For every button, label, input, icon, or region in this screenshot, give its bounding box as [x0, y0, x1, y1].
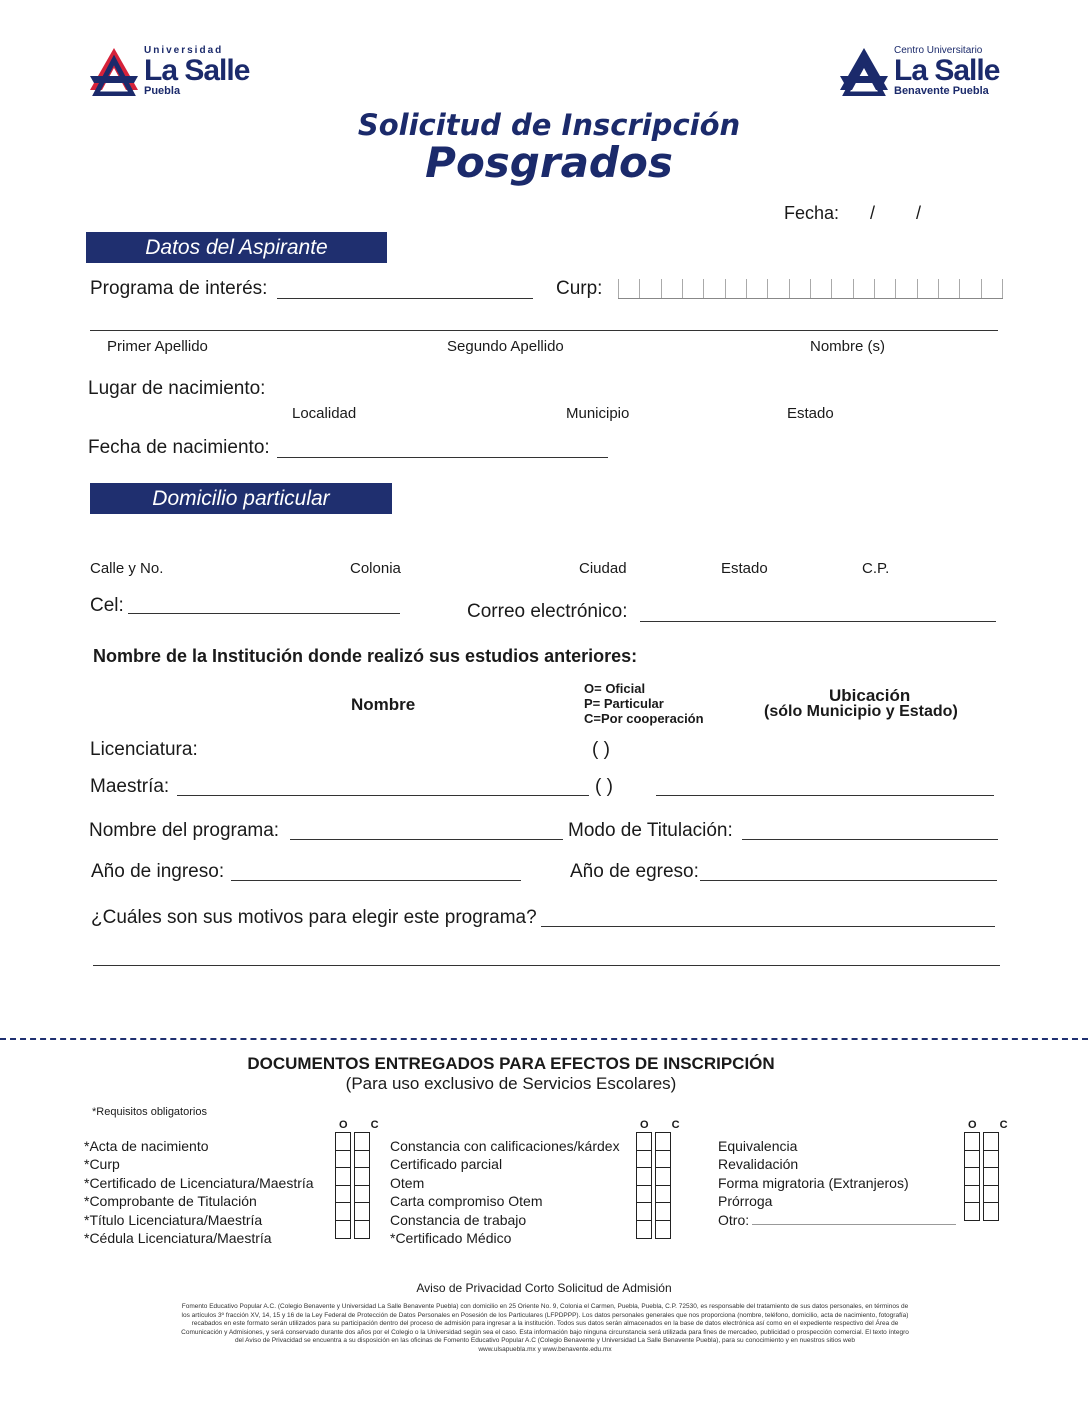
doc-item: Otro:: [718, 1211, 750, 1228]
domicilio-estado-label: Estado: [721, 560, 768, 577]
modo-titulacion-label: Modo de Titulación:: [568, 820, 733, 841]
documentos-col-1: [84, 1137, 314, 1247]
ubicacion-label: Ubicación: [829, 686, 911, 705]
doc-item: *Curp: [84, 1156, 120, 1173]
aviso-title: Aviso de Privacidad Corto Solicitud de Admisión: [416, 1281, 672, 1295]
legend-cooperacion: C=Por cooperación: [584, 711, 704, 726]
curp-field[interactable]: [618, 279, 1003, 299]
aviso-links[interactable]: www.ulsapuebla.mx y www.benavente.edu.mx: [478, 1345, 612, 1353]
otro-field[interactable]: [752, 1224, 956, 1225]
fecha-label: Fecha:: [784, 203, 840, 223]
segundo-apellido-label: Segundo Apellido: [447, 338, 564, 355]
logo-right-name: La Salle: [894, 54, 1000, 87]
motivos-field[interactable]: [541, 926, 995, 927]
logo-centro-universitario: [838, 46, 999, 97]
doc-item: Prórroga: [718, 1193, 773, 1210]
correo-label: Correo electrónico:: [467, 601, 628, 622]
section-band-aspirante: Datos del Aspirante: [86, 232, 387, 263]
aviso-body: [180, 1303, 910, 1354]
nombre-programa-field[interactable]: [290, 839, 563, 840]
estado-label: Estado: [787, 405, 834, 422]
ubicacion-sub-label: (sólo Municipio y Estado): [764, 703, 958, 720]
cut-line-divider: [0, 1038, 1088, 1040]
licenciatura-type-paren[interactable]: ( ): [592, 739, 610, 760]
nombre-completo-field[interactable]: [90, 330, 998, 331]
primer-apellido-label: Primer Apellido: [107, 338, 208, 355]
oc-header-2: O C: [640, 1119, 690, 1131]
form-title: Solicitud de Inscripción: [357, 108, 741, 142]
licenciatura-label: Licenciatura:: [90, 739, 198, 760]
fecha-nacimiento-label: Fecha de nacimiento:: [88, 437, 270, 458]
legend-oficial: O= Oficial: [584, 681, 646, 696]
doc-item: Otem: [390, 1174, 425, 1191]
anio-egreso-field[interactable]: [700, 880, 997, 881]
checkbox-grid-1[interactable]: [335, 1132, 370, 1238]
doc-item: Forma migratoria (Extranjeros): [718, 1174, 909, 1191]
cel-field[interactable]: [128, 613, 400, 614]
fecha-sep-2: /: [916, 203, 922, 223]
logo-right-sub: Benavente Puebla: [894, 85, 989, 97]
modo-titulacion-field[interactable]: [742, 839, 998, 840]
documentos-col-3: [718, 1137, 909, 1229]
checkbox-grid-3[interactable]: [964, 1132, 999, 1220]
maestria-type-paren[interactable]: ( ): [595, 776, 613, 797]
form-subtitle: Posgrados: [425, 138, 673, 187]
calle-label: Calle y No.: [90, 560, 164, 577]
cp-label: C.P.: [862, 560, 890, 577]
checkbox-grid-2[interactable]: [636, 1132, 671, 1238]
requisitos-note: *Requisitos obligatorios: [92, 1106, 207, 1118]
documentos-col-2: [390, 1137, 620, 1247]
motivos-label: ¿Cuáles son sus motivos para elegir este programa?: [91, 907, 537, 928]
localidad-label: Localidad: [292, 405, 357, 422]
maestria-label: Maestría:: [90, 776, 170, 797]
doc-item: Equivalencia: [718, 1138, 798, 1154]
colonia-label: Colonia: [350, 560, 401, 577]
doc-item: *Acta de nacimiento: [84, 1138, 209, 1154]
oc-header-3: O C: [968, 1119, 1018, 1131]
doc-item: *Cédula Licenciatura/Maestría: [84, 1230, 272, 1247]
cel-label: Cel:: [90, 595, 124, 616]
col-nombre-label: Nombre: [351, 695, 416, 714]
lugar-nacimiento-label: Lugar de nacimiento:: [88, 378, 266, 399]
doc-item: *Certificado de Licenciatura/Maestría: [84, 1174, 314, 1191]
nombre-label: Nombre (s): [810, 338, 886, 355]
logo-left-name: La Salle: [144, 54, 250, 87]
la-salle-star-logo-icon: [838, 46, 890, 96]
la-salle-star-logo-icon: [88, 46, 140, 96]
fecha-sep-1: /: [870, 203, 876, 223]
logo-left-top: Universidad: [144, 45, 224, 56]
logo-universidad-la-salle: [88, 46, 249, 97]
doc-item: Carta compromiso Otem: [390, 1193, 543, 1210]
doc-item: Constancia de trabajo: [390, 1211, 527, 1228]
documentos-heading: DOCUMENTOS ENTREGADOS PARA EFECTOS DE INSCRIPCIÓN: [247, 1054, 775, 1073]
correo-field[interactable]: [640, 621, 996, 622]
programa-label: Programa de interés:: [90, 278, 268, 299]
maestria-ubicacion-field[interactable]: [656, 795, 994, 796]
logo-left-sub: Puebla: [144, 85, 181, 97]
anio-egreso-label: Año de egreso:: [570, 861, 699, 882]
aviso-text: Fomento Educativo Popular A.C. (Colegio Benavente y Universidad La Salle Benavente Puebla) con domicilio en 25 Oriente No. 9, Colonia el Carmen, Puebla, Puebla, C.P. 72530, es responsable del tratamiento de sus datos personales, en términos de los artículos 3º fracción XV, 14, 15 y 16 de la Ley Federal de Protección de Datos Personales en Posesión de los Particulares (LFPDPPP). Los datos personales generales que nos proporciona (nombre, teléfono, domicilio, acta de nacimiento, fotografía) recabados en este formato serán utilizados para su participación dentro del proceso de admisión para ingresar a la institución. Todos sus datos serán almacenados en la base de datos electrónica así como en el expediente respectivo del Área de Comunicación y Admisiones, y será conservado durante dos años por el Colegio o la Universidad según sea el caso. Esta información bajo ninguna circunstancia será utilizada para fines de mercadeo, publicidad o prospección comercial. El texto íntegro del Aviso de Privacidad se encuentra a su disposición en las oficinas de Fomento Educativo Popular A.C (Colegio Benavente y Universidad La Salle Benavente Puebla), para su conocimiento y en nuestros sitios web: [181, 1303, 909, 1344]
motivos-field-2[interactable]: [93, 965, 1000, 966]
doc-item: *Comprobante de Titulación: [84, 1193, 257, 1210]
doc-item: Constancia con calificaciones/kárdex: [390, 1138, 620, 1154]
doc-item: Revalidación: [718, 1156, 799, 1173]
anio-ingreso-field[interactable]: [231, 880, 521, 881]
doc-item: Certificado parcial: [390, 1156, 503, 1173]
doc-item: *Título Licenciatura/Maestría: [84, 1211, 263, 1228]
fecha-nacimiento-field[interactable]: [277, 457, 608, 458]
legend-particular: P= Particular: [584, 696, 664, 711]
institucion-heading: Nombre de la Institución donde realizó sus estudios anteriores:: [93, 646, 638, 666]
oc-header-1: O C: [339, 1119, 389, 1131]
logo-right-top: Centro Universitario: [894, 45, 983, 56]
nombre-programa-label: Nombre del programa:: [89, 820, 280, 841]
municipio-label: Municipio: [566, 405, 630, 422]
programa-field[interactable]: [277, 298, 533, 299]
doc-item: *Certificado Médico: [390, 1230, 512, 1247]
section-band-domicilio: Domicilio particular: [90, 483, 392, 514]
ciudad-label: Ciudad: [579, 560, 627, 577]
anio-ingreso-label: Año de ingreso:: [91, 861, 225, 882]
curp-label: Curp:: [556, 278, 603, 299]
maestria-nombre-field[interactable]: [177, 795, 589, 796]
documentos-subheading: (Para uso exclusivo de Servicios Escolares): [345, 1074, 677, 1093]
